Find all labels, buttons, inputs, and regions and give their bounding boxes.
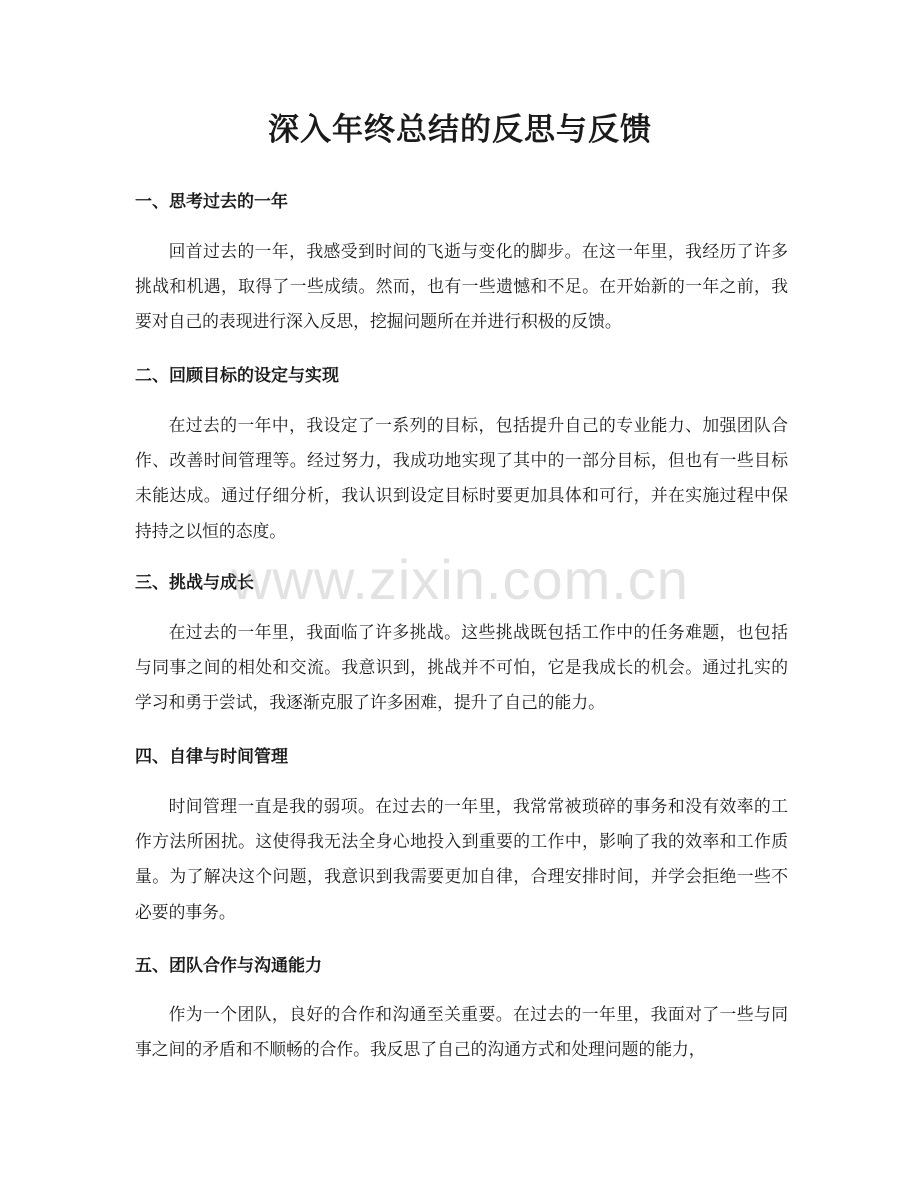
section-heading-5: 五、团队合作与沟通能力	[135, 956, 322, 976]
section-paragraph-5: 作为一个团队，良好的合作和沟通至关重要。在过去的一年里，我面对了一些与同事之间的矛盾和不顺畅的合作。我反思了自己的沟通方式和处理问题的能力，	[135, 1004, 788, 1060]
section-heading-4: 四、自律与时间管理	[135, 747, 288, 767]
section-paragraph-3: 在过去的一年里，我面临了许多挑战。这些挑战既包括工作中的任务难题，也包括与同事之间的相处和交流。我意识到，挑战并不可怕，它是我成长的机会。通过扎实的学习和勇于尝试，我逐渐克服了许多困难，提升了自己的能力。	[135, 622, 788, 713]
watermark-text: www.zixin.com.cn	[231, 548, 689, 611]
section-heading-1: 一、思考过去的一年	[135, 192, 288, 212]
section-heading-3: 三、挑战与成长	[135, 573, 254, 593]
section-paragraph-2: 在过去的一年中，我设定了一系列的目标，包括提升自己的专业能力、加强团队合作、改善时间管理等。经过努力，我成功地实现了其中的一部分目标，但也有一些目标未能达成。通过仔细分析，我认识到设定目标时要更加具体和可行，并在实施过程中保持持之以恒的态度。	[135, 415, 788, 541]
section-paragraph-1: 回首过去的一年，我感受到时间的飞逝与变化的脚步。在这一年里，我经历了许多挑战和机遇，取得了一些成绩。然而，也有一些遗憾和不足。在开始新的一年之前，我要对自己的表现进行深入反思，挖掘问题所在并进行积极的反馈。	[135, 241, 788, 332]
document-title: 深入年终总结的反思与反馈	[268, 112, 652, 148]
section-paragraph-4: 时间管理一直是我的弱项。在过去的一年里，我常常被琐碎的事务和没有效率的工作方法所困扰。这使得我无法全身心地投入到重要的工作中，影响了我的效率和工作质量。为了解决这个问题，我意识到我需要更加自律，合理安排时间，并学会拒绝一些不必要的事务。	[135, 796, 788, 922]
section-heading-2: 二、回顾目标的设定与实现	[135, 366, 339, 386]
